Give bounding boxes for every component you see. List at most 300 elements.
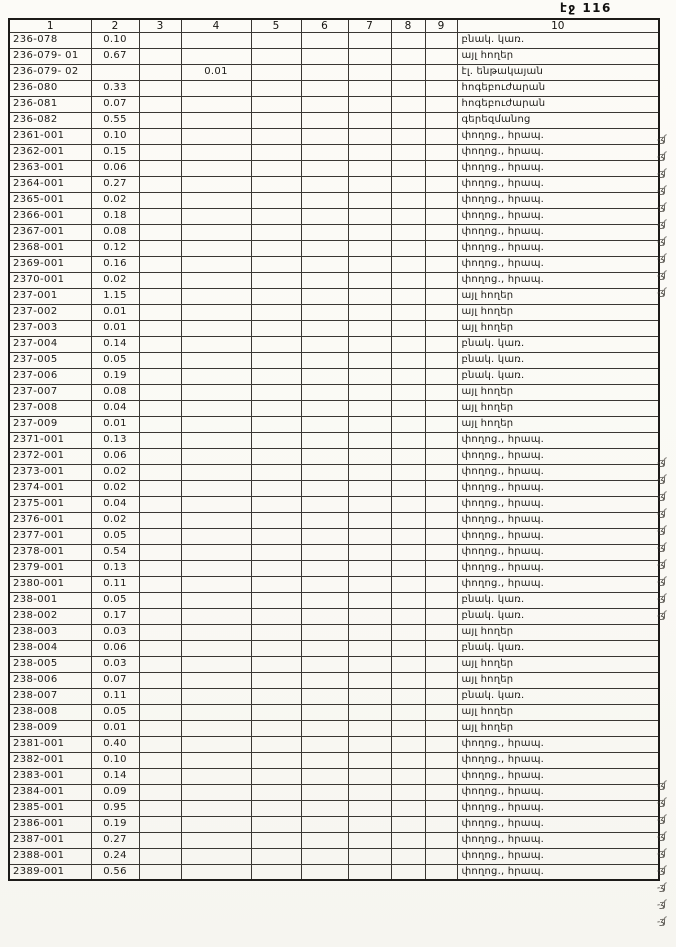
secondary-value-cell xyxy=(181,224,251,240)
empty-cell xyxy=(425,624,457,640)
table-row xyxy=(9,704,659,720)
empty-cell xyxy=(348,144,391,160)
empty-cell xyxy=(348,192,391,208)
area-value-cell: 0.67 xyxy=(91,48,139,64)
area-value-cell: 0.10 xyxy=(91,128,139,144)
empty-cell xyxy=(391,592,425,608)
empty-cell xyxy=(348,704,391,720)
land-use-cell: գերեզմանոց xyxy=(457,112,659,128)
handwritten-margin-mark: -ʒʃ xyxy=(656,780,667,792)
empty-cell xyxy=(391,432,425,448)
table-row xyxy=(9,752,659,768)
area-value-cell: 0.02 xyxy=(91,480,139,496)
empty-cell xyxy=(391,544,425,560)
empty-cell xyxy=(139,48,181,64)
empty-cell xyxy=(139,432,181,448)
empty-cell xyxy=(391,704,425,720)
empty-cell xyxy=(301,800,348,816)
empty-cell xyxy=(391,688,425,704)
table-body xyxy=(9,32,659,880)
empty-cell xyxy=(139,624,181,640)
land-use-cell: այլ հողեր xyxy=(457,400,659,416)
secondary-value-cell xyxy=(181,384,251,400)
empty-cell xyxy=(348,128,391,144)
area-value-cell: 0.01 xyxy=(91,720,139,736)
table-row xyxy=(9,240,659,256)
empty-cell xyxy=(301,672,348,688)
handwritten-margin-mark: -ʒʃ xyxy=(656,219,667,231)
area-value-cell: 0.24 xyxy=(91,848,139,864)
area-value-cell: 0.27 xyxy=(91,832,139,848)
table-row xyxy=(9,160,659,176)
empty-cell xyxy=(425,448,457,464)
land-use-cell: փողոց., հրապ. xyxy=(457,256,659,272)
empty-cell xyxy=(348,384,391,400)
empty-cell xyxy=(348,464,391,480)
secondary-value-cell xyxy=(181,816,251,832)
empty-cell xyxy=(251,560,301,576)
empty-cell xyxy=(348,832,391,848)
empty-cell xyxy=(251,368,301,384)
empty-cell xyxy=(391,752,425,768)
table-row xyxy=(9,144,659,160)
empty-cell xyxy=(348,544,391,560)
empty-cell xyxy=(348,512,391,528)
empty-cell xyxy=(425,224,457,240)
empty-cell xyxy=(391,64,425,80)
empty-cell xyxy=(391,224,425,240)
handwritten-margin-mark: -ʒʃ xyxy=(656,814,667,826)
area-value-cell xyxy=(91,64,139,80)
empty-cell xyxy=(139,80,181,96)
empty-cell xyxy=(391,368,425,384)
empty-cell xyxy=(348,528,391,544)
empty-cell xyxy=(139,480,181,496)
land-use-cell: բնակ. կառ. xyxy=(457,608,659,624)
empty-cell xyxy=(301,816,348,832)
empty-cell xyxy=(391,400,425,416)
page-number-label: էջ 116 xyxy=(560,1,612,15)
empty-cell xyxy=(139,272,181,288)
handwritten-margin-mark: -ʒʃ xyxy=(656,831,667,843)
secondary-value-cell xyxy=(181,112,251,128)
empty-cell xyxy=(425,80,457,96)
table-row xyxy=(9,80,659,96)
parcel-code-cell: 2366-001 xyxy=(9,208,91,224)
secondary-value-cell xyxy=(181,832,251,848)
empty-cell xyxy=(139,256,181,272)
empty-cell xyxy=(301,784,348,800)
secondary-value-cell xyxy=(181,656,251,672)
parcel-code-cell: 2378-001 xyxy=(9,544,91,560)
land-use-cell: այլ հողեր xyxy=(457,304,659,320)
land-use-cell: փողոց., հրապ. xyxy=(457,464,659,480)
area-value-cell: 0.05 xyxy=(91,528,139,544)
table-row xyxy=(9,384,659,400)
empty-cell xyxy=(425,720,457,736)
empty-cell xyxy=(425,112,457,128)
table-row xyxy=(9,480,659,496)
empty-cell xyxy=(139,128,181,144)
land-use-cell: այլ հողեր xyxy=(457,704,659,720)
table-row xyxy=(9,112,659,128)
area-value-cell: 0.95 xyxy=(91,800,139,816)
empty-cell xyxy=(139,544,181,560)
parcel-code-cell: 2383-001 xyxy=(9,768,91,784)
secondary-value-cell xyxy=(181,240,251,256)
parcel-code-cell: 2372-001 xyxy=(9,448,91,464)
empty-cell xyxy=(139,112,181,128)
empty-cell xyxy=(348,96,391,112)
land-use-cell: էլ. ենթակայան xyxy=(457,64,659,80)
empty-cell xyxy=(301,112,348,128)
empty-cell xyxy=(425,192,457,208)
column-header: 10 xyxy=(457,19,659,32)
area-value-cell: 0.02 xyxy=(91,192,139,208)
secondary-value-cell xyxy=(181,496,251,512)
empty-cell xyxy=(251,336,301,352)
parcel-code-cell: 237-007 xyxy=(9,384,91,400)
parcel-code-cell: 2368-001 xyxy=(9,240,91,256)
parcel-code-cell: 2388-001 xyxy=(9,848,91,864)
empty-cell xyxy=(391,288,425,304)
area-value-cell: 0.15 xyxy=(91,144,139,160)
area-value-cell: 0.12 xyxy=(91,240,139,256)
empty-cell xyxy=(251,240,301,256)
parcel-code-cell: 2367-001 xyxy=(9,224,91,240)
empty-cell xyxy=(425,496,457,512)
area-value-cell: 0.18 xyxy=(91,208,139,224)
empty-cell xyxy=(301,368,348,384)
table-row xyxy=(9,128,659,144)
secondary-value-cell xyxy=(181,160,251,176)
empty-cell xyxy=(301,272,348,288)
secondary-value-cell xyxy=(181,784,251,800)
empty-cell xyxy=(301,528,348,544)
empty-cell xyxy=(251,432,301,448)
parcel-code-cell: 238-004 xyxy=(9,640,91,656)
empty-cell xyxy=(139,768,181,784)
parcel-code-cell: 2362-001 xyxy=(9,144,91,160)
land-use-cell: փողոց., հրապ. xyxy=(457,496,659,512)
table-row xyxy=(9,832,659,848)
land-use-cell: փողոց., հրապ. xyxy=(457,736,659,752)
land-use-cell: փողոց., հրապ. xyxy=(457,544,659,560)
empty-cell xyxy=(391,96,425,112)
empty-cell xyxy=(139,784,181,800)
empty-cell xyxy=(391,800,425,816)
empty-cell xyxy=(251,112,301,128)
parcel-code-cell: 2377-001 xyxy=(9,528,91,544)
land-use-cell: բնակ. կառ. xyxy=(457,336,659,352)
empty-cell xyxy=(425,640,457,656)
empty-cell xyxy=(301,640,348,656)
parcel-code-cell: 2386-001 xyxy=(9,816,91,832)
empty-cell xyxy=(139,352,181,368)
empty-cell xyxy=(251,528,301,544)
land-use-cell: հոգեբուժարան xyxy=(457,80,659,96)
empty-cell xyxy=(425,240,457,256)
empty-cell xyxy=(348,64,391,80)
empty-cell xyxy=(301,320,348,336)
table-row xyxy=(9,528,659,544)
empty-cell xyxy=(391,832,425,848)
empty-cell xyxy=(348,688,391,704)
secondary-value-cell xyxy=(181,672,251,688)
column-header: 9 xyxy=(425,19,457,32)
area-value-cell: 0.05 xyxy=(91,352,139,368)
empty-cell xyxy=(348,672,391,688)
empty-cell xyxy=(139,592,181,608)
empty-cell xyxy=(348,32,391,48)
area-value-cell: 0.04 xyxy=(91,496,139,512)
parcel-code-cell: 2370-001 xyxy=(9,272,91,288)
empty-cell xyxy=(251,144,301,160)
column-header: 7 xyxy=(348,19,391,32)
empty-cell xyxy=(301,736,348,752)
empty-cell xyxy=(139,704,181,720)
empty-cell xyxy=(425,64,457,80)
empty-cell xyxy=(251,800,301,816)
empty-cell xyxy=(391,144,425,160)
empty-cell xyxy=(301,48,348,64)
secondary-value-cell xyxy=(181,544,251,560)
handwritten-margin-mark: -ʒʃ xyxy=(656,236,667,248)
land-use-cell: փողոց., հրապ. xyxy=(457,864,659,880)
empty-cell xyxy=(139,576,181,592)
land-use-cell: բնակ. կառ. xyxy=(457,352,659,368)
table-row xyxy=(9,176,659,192)
area-value-cell: 0.14 xyxy=(91,336,139,352)
secondary-value-cell xyxy=(181,576,251,592)
empty-cell xyxy=(348,304,391,320)
parcel-code-cell: 237-006 xyxy=(9,368,91,384)
empty-cell xyxy=(425,512,457,528)
empty-cell xyxy=(348,240,391,256)
empty-cell xyxy=(425,528,457,544)
parcel-code-cell: 237-001 xyxy=(9,288,91,304)
empty-cell xyxy=(425,864,457,880)
secondary-value-cell xyxy=(181,352,251,368)
empty-cell xyxy=(425,432,457,448)
empty-cell xyxy=(425,688,457,704)
empty-cell xyxy=(301,336,348,352)
empty-cell xyxy=(251,784,301,800)
empty-cell xyxy=(425,592,457,608)
table-row xyxy=(9,672,659,688)
area-value-cell: 0.01 xyxy=(91,416,139,432)
empty-cell xyxy=(391,672,425,688)
empty-cell xyxy=(139,288,181,304)
area-value-cell: 0.40 xyxy=(91,736,139,752)
empty-cell xyxy=(251,480,301,496)
table-row xyxy=(9,640,659,656)
area-value-cell: 0.02 xyxy=(91,464,139,480)
empty-cell xyxy=(251,608,301,624)
empty-cell xyxy=(251,80,301,96)
empty-cell xyxy=(251,32,301,48)
secondary-value-cell xyxy=(181,560,251,576)
empty-cell xyxy=(348,160,391,176)
empty-cell xyxy=(425,848,457,864)
empty-cell xyxy=(391,848,425,864)
parcel-code-cell: 2382-001 xyxy=(9,752,91,768)
empty-cell xyxy=(301,848,348,864)
secondary-value-cell xyxy=(181,400,251,416)
area-value-cell: 0.17 xyxy=(91,608,139,624)
area-value-cell: 0.19 xyxy=(91,816,139,832)
empty-cell xyxy=(301,80,348,96)
area-value-cell: 0.07 xyxy=(91,96,139,112)
empty-cell xyxy=(301,416,348,432)
parcel-code-cell: 238-006 xyxy=(9,672,91,688)
land-use-cell: փողոց., հրապ. xyxy=(457,144,659,160)
empty-cell xyxy=(301,96,348,112)
empty-cell xyxy=(425,416,457,432)
empty-cell xyxy=(251,192,301,208)
area-value-cell: 0.13 xyxy=(91,560,139,576)
empty-cell xyxy=(348,320,391,336)
table-row xyxy=(9,96,659,112)
empty-cell xyxy=(301,752,348,768)
empty-cell xyxy=(391,336,425,352)
secondary-value-cell xyxy=(181,528,251,544)
table-row xyxy=(9,864,659,880)
area-value-cell: 0.11 xyxy=(91,688,139,704)
empty-cell xyxy=(391,656,425,672)
empty-cell xyxy=(391,528,425,544)
empty-cell xyxy=(139,528,181,544)
area-value-cell: 0.03 xyxy=(91,624,139,640)
empty-cell xyxy=(251,64,301,80)
table-row xyxy=(9,208,659,224)
empty-cell xyxy=(251,208,301,224)
empty-cell xyxy=(348,208,391,224)
parcel-code-cell: 236-081 xyxy=(9,96,91,112)
empty-cell xyxy=(139,720,181,736)
empty-cell xyxy=(425,576,457,592)
land-use-cell: փողոց., հրապ. xyxy=(457,752,659,768)
land-use-cell: այլ հողեր xyxy=(457,624,659,640)
empty-cell xyxy=(139,32,181,48)
secondary-value-cell: 0.01 xyxy=(181,64,251,80)
empty-cell xyxy=(139,64,181,80)
land-use-cell: փողոց., հրապ. xyxy=(457,208,659,224)
land-use-cell: այլ հողեր xyxy=(457,672,659,688)
empty-cell xyxy=(348,112,391,128)
parcel-code-cell: 238-007 xyxy=(9,688,91,704)
parcel-code-cell: 2364-001 xyxy=(9,176,91,192)
empty-cell xyxy=(251,688,301,704)
empty-cell xyxy=(391,464,425,480)
empty-cell xyxy=(348,592,391,608)
land-use-cell: փողոց., հրապ. xyxy=(457,800,659,816)
empty-cell xyxy=(391,240,425,256)
parcel-code-cell: 2384-001 xyxy=(9,784,91,800)
area-value-cell: 0.11 xyxy=(91,576,139,592)
land-use-cell: բնակ. կառ. xyxy=(457,368,659,384)
parcel-code-cell: 2365-001 xyxy=(9,192,91,208)
parcel-code-cell: 238-005 xyxy=(9,656,91,672)
empty-cell xyxy=(301,592,348,608)
empty-cell xyxy=(348,224,391,240)
empty-cell xyxy=(348,480,391,496)
empty-cell xyxy=(391,560,425,576)
empty-cell xyxy=(251,128,301,144)
empty-cell xyxy=(391,640,425,656)
handwritten-margin-mark: -ʒʃ xyxy=(656,797,667,809)
table-row xyxy=(9,64,659,80)
secondary-value-cell xyxy=(181,800,251,816)
empty-cell xyxy=(425,208,457,224)
area-value-cell: 0.19 xyxy=(91,368,139,384)
empty-cell xyxy=(251,304,301,320)
table-row xyxy=(9,576,659,592)
handwritten-margin-mark: -ʒʃ xyxy=(656,287,667,299)
empty-cell xyxy=(251,816,301,832)
table-row xyxy=(9,320,659,336)
empty-cell xyxy=(391,48,425,64)
empty-cell xyxy=(251,832,301,848)
empty-cell xyxy=(301,64,348,80)
table-row xyxy=(9,848,659,864)
empty-cell xyxy=(391,128,425,144)
empty-cell xyxy=(301,208,348,224)
handwritten-margin-mark: -ʒʃ xyxy=(656,508,667,520)
column-header: 8 xyxy=(391,19,425,32)
parcel-code-cell: 237-002 xyxy=(9,304,91,320)
table-row xyxy=(9,304,659,320)
empty-cell xyxy=(348,768,391,784)
empty-cell xyxy=(425,736,457,752)
land-use-cell: փողոց., հրապ. xyxy=(457,528,659,544)
empty-cell xyxy=(301,384,348,400)
table-row xyxy=(9,224,659,240)
secondary-value-cell xyxy=(181,752,251,768)
empty-cell xyxy=(139,448,181,464)
empty-cell xyxy=(139,400,181,416)
land-use-cell: փողոց., հրապ. xyxy=(457,768,659,784)
land-use-cell: այլ հողեր xyxy=(457,656,659,672)
empty-cell xyxy=(391,816,425,832)
empty-cell xyxy=(251,352,301,368)
empty-cell xyxy=(251,720,301,736)
table-row xyxy=(9,400,659,416)
empty-cell xyxy=(301,304,348,320)
secondary-value-cell xyxy=(181,96,251,112)
empty-cell xyxy=(391,480,425,496)
secondary-value-cell xyxy=(181,736,251,752)
handwritten-margin-mark: -ʒʃ xyxy=(656,134,667,146)
empty-cell xyxy=(348,784,391,800)
empty-cell xyxy=(425,176,457,192)
parcel-code-cell: 2363-001 xyxy=(9,160,91,176)
empty-cell xyxy=(251,640,301,656)
empty-cell xyxy=(391,736,425,752)
parcel-code-cell: 237-005 xyxy=(9,352,91,368)
area-value-cell: 0.08 xyxy=(91,224,139,240)
area-value-cell: 0.01 xyxy=(91,320,139,336)
handwritten-margin-mark: -ʒʃ xyxy=(656,848,667,860)
secondary-value-cell xyxy=(181,688,251,704)
empty-cell xyxy=(139,736,181,752)
land-use-cell: հոգեբուժարան xyxy=(457,96,659,112)
table-row xyxy=(9,288,659,304)
empty-cell xyxy=(251,272,301,288)
empty-cell xyxy=(251,176,301,192)
table-row xyxy=(9,592,659,608)
secondary-value-cell xyxy=(181,80,251,96)
